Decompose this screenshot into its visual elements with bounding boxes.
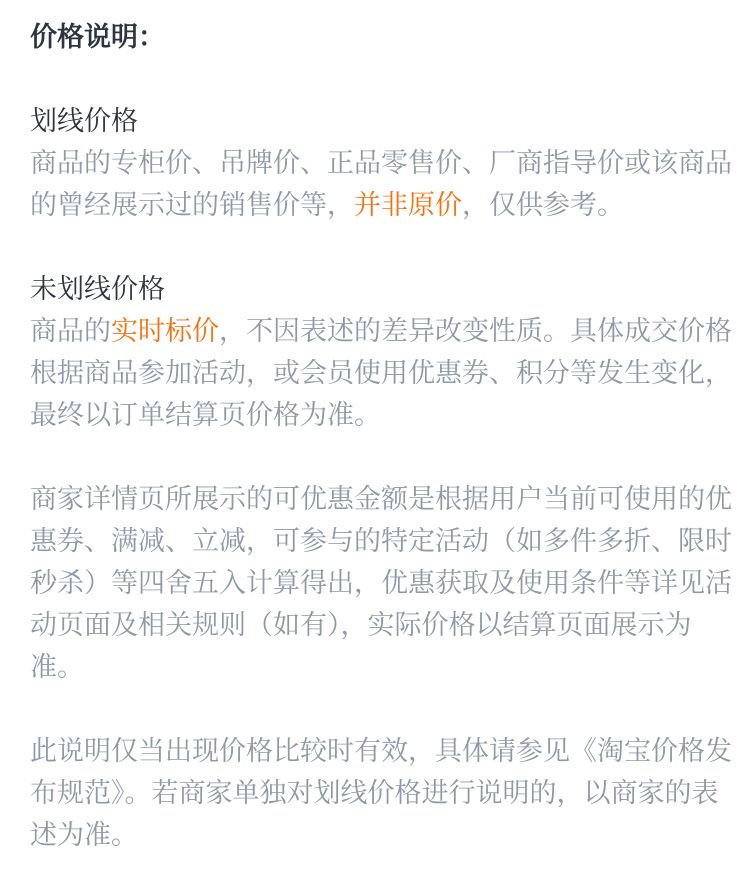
- section-heading: 未划线价格: [30, 274, 165, 304]
- text-line: [30, 772, 732, 814]
- text-segment: ，仅供参考。: [462, 190, 624, 220]
- page-title: 价格说明：: [30, 22, 165, 52]
- text-segment: 此说明仅当出现价格比较时有效，具体请参见《淘宝价格发: [30, 736, 732, 766]
- text-line: [30, 562, 732, 604]
- text-segment: 秒杀）等四舍五入计算得出，优惠获取及使用条件等详见活: [30, 568, 732, 598]
- text-line: [30, 184, 732, 226]
- text-segment: 述为准。: [30, 820, 138, 850]
- text-line: [30, 646, 732, 688]
- text-segment: 准。: [30, 652, 84, 682]
- text-segment: 商品的: [30, 316, 111, 346]
- text-segment: 商品的专柜价、吊牌价、正品零售价、厂商指导价或该商品: [30, 148, 732, 178]
- highlighted-text: 实时标价: [111, 316, 219, 346]
- section-non-strikethrough-price: [30, 268, 732, 436]
- text-segment: ，不因表述的差异改变性质。具体成交价格: [219, 316, 732, 346]
- text-segment: 的曾经展示过的销售价等，: [30, 190, 354, 220]
- text-segment: 根据商品参加活动，或会员使用优惠券、积分等发生变化，: [30, 358, 732, 388]
- text-segment: 惠券、满减、立减，可参与的特定活动（如多件多折、限时: [30, 526, 732, 556]
- section-heading: 划线价格: [30, 106, 138, 136]
- text-line: [30, 730, 732, 772]
- text-line: [30, 394, 732, 436]
- text-segment: 最终以订单结算页价格为准。: [30, 400, 381, 430]
- section-discount-amount-note: [30, 478, 732, 688]
- text-segment: 布规范》。若商家单独对划线价格进行说明的，以商家的表: [30, 778, 719, 808]
- text-line: [30, 310, 732, 352]
- text-segment: 商家详情页所展示的可优惠金额是根据用户当前可使用的优: [30, 484, 732, 514]
- text-segment: 动页面及相关规则（如有），实际价格以结算页面展示为: [30, 610, 692, 640]
- text-line: [30, 604, 732, 646]
- highlighted-text: 并非原价: [354, 190, 462, 220]
- text-line: [30, 814, 732, 856]
- text-line: [30, 520, 732, 562]
- text-line: [30, 478, 732, 520]
- text-line: [30, 142, 732, 184]
- text-line: [30, 352, 732, 394]
- sections-container: [30, 100, 732, 856]
- section-strikethrough-price: [30, 100, 732, 226]
- section-validity-note: [30, 730, 732, 856]
